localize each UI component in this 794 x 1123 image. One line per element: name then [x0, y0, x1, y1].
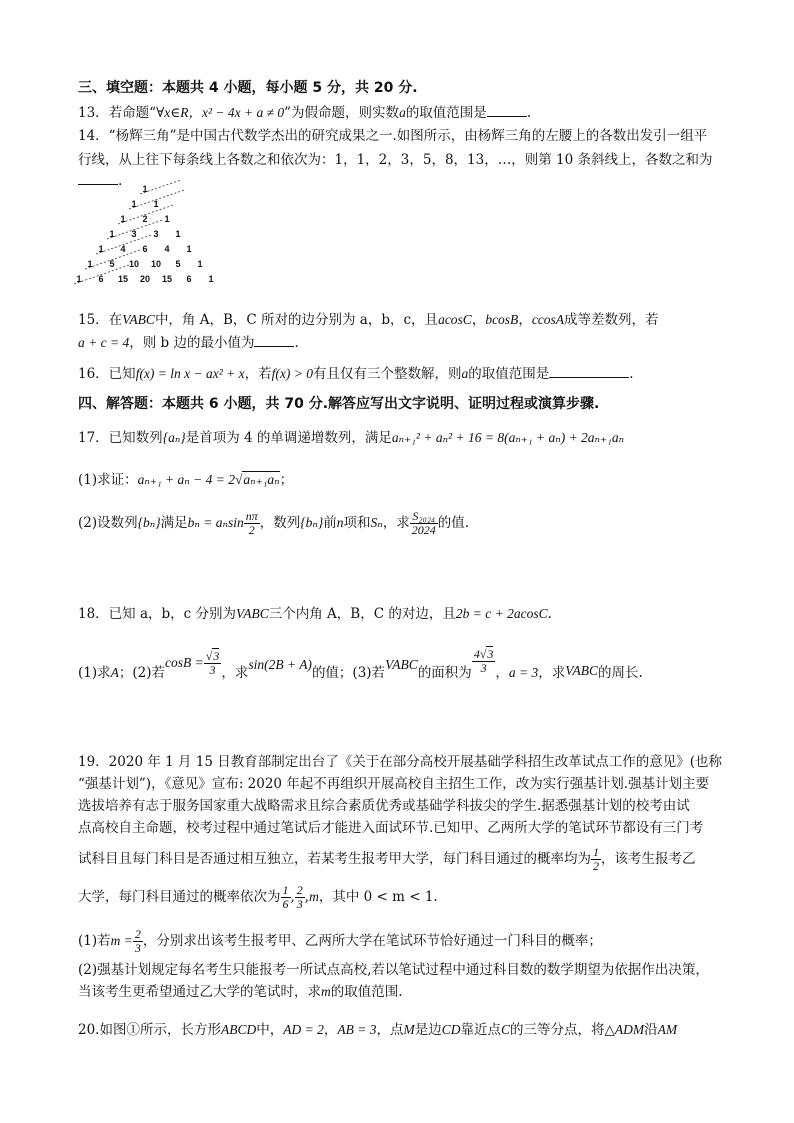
q18-text-g: ，求	[538, 665, 566, 681]
q18-sin-expr: sin(2B + A)	[248, 657, 312, 672]
q13-number: 13．若命题“	[78, 105, 157, 121]
triangle-number: 5	[175, 259, 181, 269]
q18-triangle-2: VABC	[385, 657, 418, 672]
q17-sequence: {aₙ}	[162, 430, 186, 445]
q15-text-d: ，则 b 边的最小值为	[129, 335, 255, 351]
q19-m: m	[309, 889, 319, 904]
triangle-number: 4	[164, 244, 170, 254]
question-20	[78, 1020, 728, 1040]
q20-text-g: 的三等分点，将△	[509, 1022, 615, 1038]
triangle-number: 15	[161, 274, 173, 284]
q17-part2-text-f: ，求	[382, 515, 410, 531]
question-19-line-2	[78, 774, 728, 794]
q18-area-radicand: 3	[487, 647, 494, 661]
q18-part2-label: ；(2)若	[118, 665, 165, 681]
q20-side-CD: CD	[441, 1022, 461, 1037]
q19-frac1-num: 1	[282, 883, 289, 897]
q15-text-a: 15．在	[78, 312, 123, 328]
q18-cosB-fraction: $\frac{√3}{3}$	[205, 649, 220, 677]
q19-text-5b: ，该考生报考乙	[601, 851, 696, 867]
q20-text-a: 20.如图①所示，长方形	[78, 1022, 221, 1038]
triangle-number: 5	[109, 259, 115, 269]
q17-part2-seq: {bₙ}	[137, 515, 161, 530]
q19-part2-text-2b: 的取值范围.	[330, 984, 403, 1000]
q20-point-M: M	[403, 1022, 415, 1037]
q17-part2-text-g: 的值.	[437, 515, 470, 531]
q15-condition: a + c = 4	[78, 335, 130, 350]
q20-point-C: C	[500, 1022, 510, 1037]
triangle-number: 1	[131, 199, 137, 209]
q16-function: f(x) = ln x − ax² + x	[135, 366, 245, 381]
question-19-part-2-line-2	[78, 982, 728, 1002]
section-4-heading	[78, 394, 728, 414]
q19-text-2: “强基计划”)，《意见》宣布: 2020 年起不再组织开展高校自主招生工作，改为实行强基计划.强基计划主要	[78, 776, 710, 792]
q19-text-1: 19．2020 年 1 月 15 日教育部制定出台了《关于在部分高校开展基础学科招生改革试点工作的意见》(也称	[78, 754, 723, 770]
triangle-number: 1	[87, 259, 93, 269]
q19-text-3: 选拔培养有志于服务国家重大战略需求且综合素质优秀或基础学科拔尖的学生.据悉强基计划的校考由试	[78, 798, 690, 814]
triangle-number: 1	[164, 214, 170, 224]
triangle-number: 1	[109, 229, 115, 239]
triangle-number: 1	[153, 199, 159, 209]
question-19-line-3	[78, 796, 728, 816]
triangle-number: 1	[197, 259, 203, 269]
triangle-number: 20	[139, 274, 151, 284]
q20-AB: AB = 3	[337, 1022, 377, 1037]
q17-ratio-num: S₂₀₂₄	[410, 510, 438, 524]
triangle-number: 6	[186, 274, 192, 284]
q20-triangle-ADM: ADM	[614, 1022, 645, 1037]
q18-equation: 2b = c + 2acosC	[455, 606, 548, 621]
q15-expr-3: ccosA	[531, 312, 565, 327]
q19-frac2-num: 2	[296, 883, 303, 897]
question-17-part-1: (1)求证：aₙ₊₁ + aₙ − 4 = 2√aₙ₊₁aₙ；	[78, 472, 294, 488]
q18-angle-A: A	[110, 665, 119, 680]
q16-text-d: 的取值范围是	[468, 366, 550, 382]
question-19-line-1	[78, 752, 728, 772]
question-19-line-5	[78, 846, 728, 873]
q16-text-b: ，若	[244, 366, 272, 382]
q17-part1-radicand: aₙ₊₁aₙ	[243, 472, 280, 487]
section-3-heading	[78, 78, 728, 98]
q19-frac1-den: 6	[282, 897, 289, 911]
q17-part2-text-b: 满足	[160, 515, 188, 531]
q19-text-6b: ，其中 0 < m < 1.	[318, 889, 438, 905]
q18-end: .	[547, 606, 552, 622]
question-15-line-2: a + c = 4，则 b 边的最小值为 .	[78, 332, 728, 353]
q18-part1-label: (1)求	[78, 665, 111, 681]
q18-triangle: VABC	[236, 606, 269, 621]
q15-triangle: VABC	[122, 312, 155, 327]
q13-text: ”为假命题，则实数	[284, 105, 400, 121]
q17-part1-end: ；	[279, 472, 294, 488]
q16-text-c: 有且仅有三个整数解，则	[313, 366, 462, 382]
q20-text-h: 沿	[644, 1022, 658, 1038]
question-18	[78, 604, 728, 624]
q13-forall: ∀x∈R，	[156, 105, 202, 120]
q19-part2-m: m	[321, 984, 331, 999]
q18-side-a: a = 3	[508, 665, 539, 680]
q17-part1-label: (1)求证：	[78, 472, 138, 488]
q20-text-e: 是边	[414, 1022, 442, 1038]
q17-part2-label: (2)设数列	[78, 515, 138, 531]
triangle-number: 1	[186, 244, 192, 254]
q19-part1-num: 2	[134, 927, 141, 941]
q13-answer-blank[interactable]	[487, 102, 527, 117]
q19-prob-den: 2	[593, 859, 599, 873]
q18-triangle-3: VABC	[565, 663, 599, 678]
q15-text-b: 中，角 A，B，C 所对的边分别为 a，b，c，且	[154, 312, 439, 328]
q17-part2-text-c: ，数列	[259, 515, 301, 531]
q17-part2-ratio	[410, 510, 438, 537]
q15-answer-blank[interactable]	[254, 332, 294, 347]
q18-text-h: 的周长.	[598, 665, 643, 681]
q16-answer-blank[interactable]	[549, 363, 629, 378]
q19-part1-text: ，分别求出该考生报考甲、乙两所大学在笔试环节恰好通过一门科目的概率；	[142, 933, 602, 949]
q19-text-6a: 大学，每门科目通过的概率依次为	[78, 889, 281, 905]
q20-text-d: ，点	[376, 1022, 404, 1038]
q17-part1-equation: aₙ₊₁ + aₙ − 4 = 2	[137, 472, 235, 487]
q19-frac-2-3	[295, 884, 305, 911]
triangle-number: 3	[153, 229, 159, 239]
q13-expression: x² − 4x + a ≠ 0	[201, 105, 285, 120]
q18-text-c: ，求	[221, 665, 249, 681]
q17-part2-text-e: 项和	[343, 515, 371, 531]
q15-text-c: 成等差数列，若	[564, 312, 659, 328]
triangle-diagonal-line	[140, 180, 196, 194]
q18-text-a: 18．已知 a，b，c 分别为	[78, 606, 237, 622]
q14-text-2: 行线，从上往下每条线上各数之和依次为：1，1，2，3，5，8，13，…，则第 10 条斜线上，各数之和为	[78, 152, 713, 168]
triangle-number: 2	[142, 214, 148, 224]
question-13: 13．若命题“∀x∈R，x² − 4x + a ≠ 0”为假命题，则实数a的取值范围是 .	[78, 102, 728, 123]
question-19-part-2-line-1	[78, 960, 728, 980]
section-3-title: 三、填空题：本题共 4 小题，每小题 5 分，共 20 分.	[78, 80, 418, 96]
question-14-line-1	[78, 126, 728, 146]
q20-text-f: 靠近点	[460, 1022, 501, 1038]
triangle-number: 1	[120, 214, 126, 224]
question-17	[78, 428, 728, 448]
q17-frac-den: 2	[248, 523, 255, 537]
triangle-number: 1	[175, 229, 181, 239]
q18-cosB-den: 3	[209, 663, 216, 677]
question-18-parts	[78, 647, 728, 687]
question-15-line-1: 15．在VABC中，角 A，B，C 所对的边分别为 a，b，c，且acosC，bcosB，ccosA成等差数列，若	[78, 312, 659, 328]
q15-expr-2: bcosB	[485, 312, 519, 327]
q18-area-coef: 4	[473, 647, 480, 661]
triangle-number: 10	[128, 259, 140, 269]
q14-text-1: 14．“杨辉三角”是中国古代数学杰出的研究成果之一.如图所示，由杨辉三角的左腰上的各数出发引一组平	[78, 128, 708, 144]
triangle-number: 4	[120, 244, 126, 254]
triangle-number: 1	[142, 184, 148, 194]
q19-part2-text-1: (2)强基计划规定每名考生只能报考一所试点高校,若以笔试过程中通过科目数的数学期望为依据作出决策，	[78, 962, 709, 978]
section-4-title: 四、解答题：本题共 6 小题，共 70 分.解答应写出文字说明、证明过程或演算步骤.	[78, 396, 600, 412]
question-19-line-6: 大学，每门科目通过的概率依次为 $\frac{1}{6}$ , $\frac{2}{3}$ ,m，其中 0 < m < 1.	[78, 883, 438, 911]
q19-text-4: 点高校自主命题，校考过程中通过笔试后才能进入面试环节.已知甲、乙两所大学的笔试环节都设有三门考	[78, 820, 704, 836]
q19-part1-m: m =	[110, 933, 133, 948]
q18-area-den: 3	[480, 661, 487, 675]
q17-part2-eq: bₙ = aₙsin	[187, 515, 244, 530]
q20-AD: AD = 2	[283, 1022, 324, 1037]
q18-cosB: cosB =	[165, 655, 204, 670]
q19-frac-1-6	[281, 884, 291, 911]
q17-part2-n: n	[336, 515, 344, 530]
q17-frac-num: nπ	[245, 509, 258, 523]
triangle-number: 10	[150, 259, 162, 269]
q13-variable: a	[399, 105, 406, 120]
question-14-line-3: .	[78, 170, 728, 191]
question-19-part-1	[78, 928, 728, 955]
q19-prob-fraction	[591, 846, 601, 873]
question-17-part-2	[78, 510, 728, 537]
triangle-number: 6	[98, 274, 104, 284]
q18-area-fraction: $\frac{4√3}{3}$	[473, 647, 494, 675]
q19-part2-text-2a: 当该考生更希望通过乙大学的笔试时，求	[78, 984, 321, 1000]
q20-rectangle: ABCD	[220, 1022, 257, 1037]
triangle-number: 15	[117, 274, 129, 284]
q17-ratio-den: 2024	[411, 523, 436, 537]
q17-part2-fraction	[244, 510, 260, 537]
q18-text-b: 三个内角 A，B，C 的对边，且	[268, 606, 456, 622]
q20-text-b: 中，	[256, 1022, 284, 1038]
q17-text-a: 17．已知数列	[78, 430, 163, 446]
q19-frac2-den: 3	[296, 897, 303, 911]
q17-equation: aₙ₊₁² + aₙ² + 16 = 8(aₙ₊₁ + aₙ) + 2aₙ₊₁aₙ	[391, 430, 625, 445]
triangle-number: 3	[131, 229, 137, 239]
q20-line-AM: AM	[657, 1022, 678, 1037]
q16-text-a: 16．已知	[78, 366, 136, 382]
triangle-number: 1	[76, 274, 82, 284]
q17-part2-sum: Sₙ	[370, 515, 383, 530]
q18-text-d: 的值；(3)若	[311, 665, 386, 681]
q19-part1-fraction	[133, 928, 143, 955]
q16-variable: a	[461, 366, 469, 381]
q19-text-5a: 试科目且每门科目是否通过相互独立，若某考生报考甲大学，每门科目通过的概率均为	[78, 851, 591, 867]
question-19-line-4	[78, 818, 728, 838]
question-14-line-2	[78, 150, 728, 170]
triangle-number: 6	[142, 244, 148, 254]
q13-text-end: 的取值范围是	[405, 105, 487, 121]
q17-part2-text-d: 前	[323, 515, 337, 531]
q15-expr-1: acosC	[438, 312, 472, 327]
q19-prob-num: 1	[593, 845, 599, 859]
q20-text-c: ，	[323, 1022, 338, 1038]
q17-text-b: 是首项为 4 的单调递增数列，满足	[185, 430, 392, 446]
q16-inequality: f(x) > 0	[271, 366, 313, 381]
q19-part1-label: (1)若	[78, 933, 111, 949]
yanghui-triangle-figure	[70, 180, 220, 305]
question-16: 16．已知f(x) = ln x − ax² + x，若f(x) > 0有且仅有三个整数解，则a的取值范围是 .	[78, 363, 728, 384]
q19-part1-den: 3	[134, 941, 141, 955]
q17-part2-seq2: {bₙ}	[300, 515, 324, 530]
triangle-number: 1	[208, 274, 214, 284]
q18-text-e: 的面积为	[417, 665, 472, 681]
q18-cosB-radicand: 3	[213, 649, 220, 663]
triangle-number: 1	[98, 244, 104, 254]
q18-text-f: ，	[495, 665, 509, 681]
